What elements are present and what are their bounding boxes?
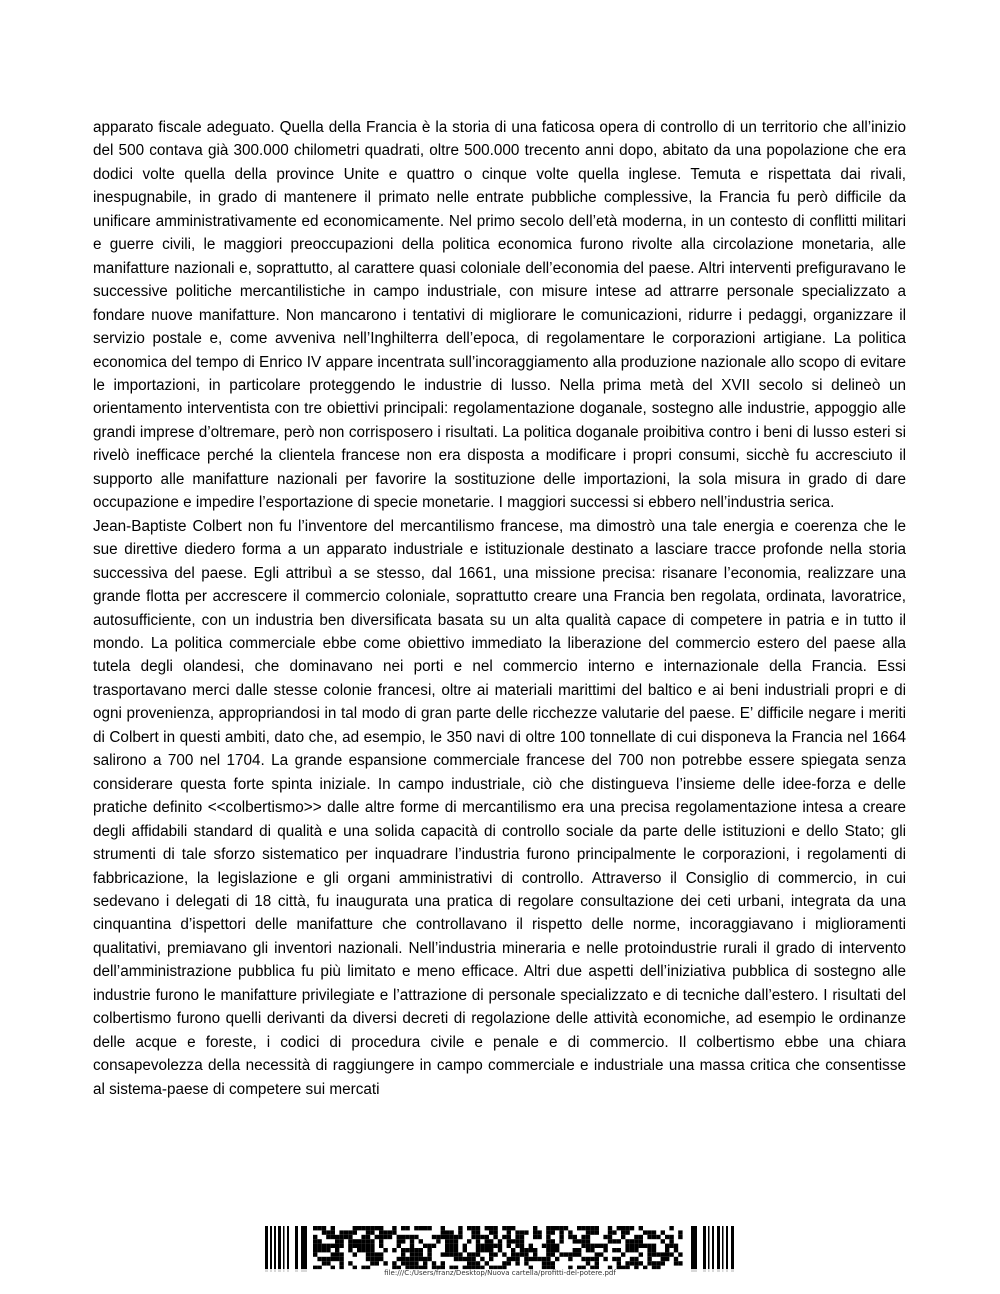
page-footer bbox=[265, 1226, 735, 1282]
paragraph-colbert: Jean-Baptiste Colbert non fu l’inventore del mercantilismo francese, ma dimostrò una tale energia e coerenza che le sue direttive diedero forma a un apparato industriale e istituzionale destinato a lasciare tracce profonde nella storia successiva del paese. Egli attribuì a se stesso, dal 1661, una missione precisa: risanare l’economia, realizzare una grande flotta per accrescere il commercio coloniale, soprattutto creare una Francia ben regolata, ordinata, lavoratrice, autosufficiente, con un industria ben diversificata basata su un alta qualità capace di competere in patria e in tutto il mondo. La politica commerciale ebbe come obiettivo immediato la liberazione del commercio estero del paese alla tutela degli olandesi, che dominavano nei porti e nel commercio interno e internazionale della Francia. Essi trasportavano merci dalle stesse colonie francesi, oltre ai materiali marittimi del baltico e ai beni industriali propri e di ogni provenienza, appropriandosi in tal modo di gran parte delle ricchezze valutarie del paese. E’ difficile negare i meriti di Colbert in questi ambiti, dato che, ad esempio, le 350 navi di oltre 100 tonnellate di cui disponeva la Francia nel 1664 salirono a 700 nel 1704. La grande espansione commerciale francese del 700 non potrebbe essere spiegata senza considerare questa forte spinta iniziale. In campo industriale, ciò che distingueva l’insieme delle idee-forza e delle pratiche definito <<colbertismo>> dalle altre forme di mercantilismo era una precisa regolamentazione intesa a creare degli affidabili standard di qualità e una solida capacità di controllo sociale da parte delle istituzioni e dello Stato; gli strumenti di tale sforzo sistematico per inquadrare l’industria furono principalmente le corporazioni, i regolamenti di fabbricazione, la legislazione e gli organi amministrativi di controllo. Attraverso il Consiglio di commercio, in cui sedevano i delegati di 18 città, fu inaugurata una pratica di regolare consultazione dei ceti urbani, integrata da una cinquantina d’ispettori delle manifatture che controllavano il rispetto delle norme, incoraggiavano i miglioramenti qualitativi, premiavano gli inventori nazionali. Nell’industria mineraria e nelle protoindustrie rurali il grado di intervento dell’amministrazione pubblica fu più limitato e meno efficace. Altri due aspetti dell’iniziativa pubblica di sostegno alle industrie furono le manifatture privilegiate e l’attrazione di personale specializzato e di tecniche dall’estero. I risultati del colbertismo furono quelli derivanti da diversi decreti di regolazione delle attività economiche, ad esempio le ordinanze delle acque e foreste, i codici di procedura civile e penale e di commercio. Il colbertismo ebbe una chiara consapevolezza della necessità di raggiungere in campo commerciale e industriale una massa critica che consentisse al sistema-paese di competere sui mercati bbox=[93, 517, 906, 1098]
footer-file-path: file:///C:/Users/franz/Desktop/Nuova cartella/profitti-del-potere.pdf bbox=[265, 1269, 735, 1278]
barcode-image bbox=[265, 1226, 735, 1272]
document-body bbox=[93, 116, 906, 1101]
paragraph-fiscal-france: apparato fiscale adeguato. Quella della Francia è la storia di una faticosa opera di controllo di un territorio che all’inizio del 500 contava già 300.000 chilometri quadrati, oltre 500.000 trecento anni dopo, abitato da una popolazione che era dodici volte quella della province Unite e quattro o cinque volte quella inglese. Temuta e rispettata dai rivali, inespugnabile, in grado di mantenere il primato nelle entrate pubbliche complessive, la Francia fu però difficile da unificare amministrativamente ed economicamente. Nel primo secolo dell’età moderna, in un contesto di conflitti militari e guerre civili, le maggiori preoccupazioni della politica economica furono rivolte alla circolazione monetaria, alle manifatture nazionali e, soprattutto, al carattere quasi coloniale dell’economia del paese. Altri interventi prefiguravano le successive politiche mercantilistiche in campo industriale, con misure intese ad attrarre personale specializzato a fondare nuove manifatture. Non mancarono i tentativi di migliorare le comunicazioni, ridurre i pedaggi, organizzare il servizio postale e, come avveniva nell’Inghilterra dell’epoca, di regolamentare le corporazioni artigiane. La politica economica del tempo di Enrico IV appare incentrata sull’incoraggiamento alla produzione nazionale allo scopo di evitare le importazioni, in particolare proteggendo le industrie di lusso. Nella prima metà del XVII secolo si delineò un orientamento interventista con tre obiettivi principali: regolamentazione doganale, sostegno alle industrie, appoggio alle grandi imprese d’oltremare, però non corrisposero i risultati. La politica doganale proibitiva contro i beni di lusso esteri si rivelò inefficace perché la clientela francese non era disposta a modificare i propri consumi, sicchè fu accresciuto il supporto alle manifatture nazionali per favorire la sostituzione delle importazioni, la sola misura in grado di dare occupazione e impedire l’esportazione di specie monetarie. I maggiori successi si ebbero nell’industria serica. bbox=[93, 119, 906, 512]
